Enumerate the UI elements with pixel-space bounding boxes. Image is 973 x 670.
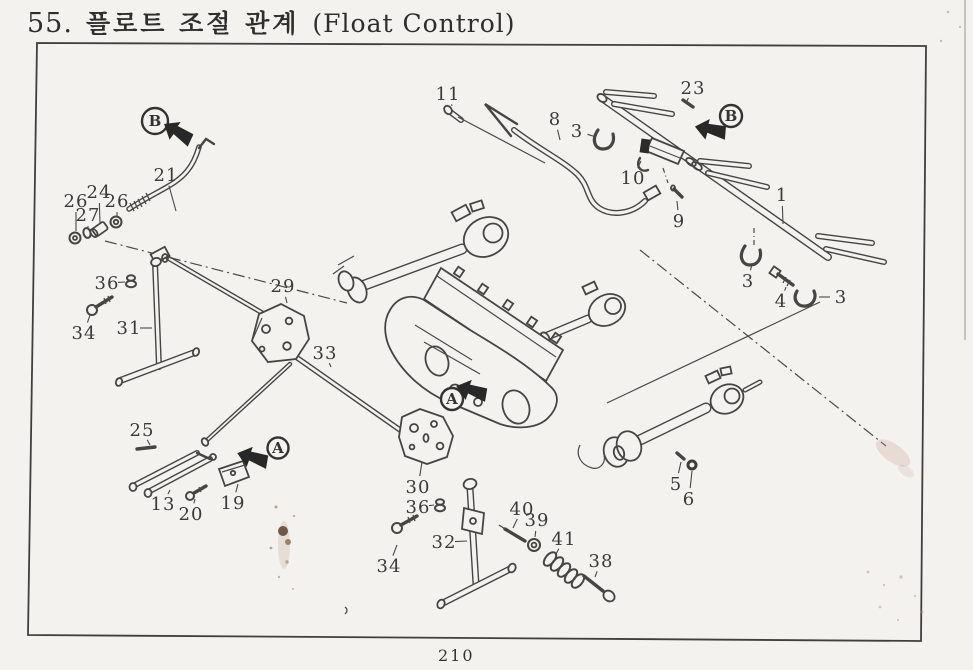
part-label: 41 [551,529,577,550]
part-leader [513,519,517,528]
detail-marker-letter: A [446,390,458,409]
part-label: 31 [116,318,142,339]
part-leader [558,130,560,140]
part-label: 26 [63,191,89,212]
part-label: 6 [682,489,696,510]
part-label: 1 [775,185,789,206]
part-label: 30 [405,477,431,498]
part-label: 33 [312,343,338,364]
part-label: 36 [94,273,120,294]
part-label: 8 [548,109,562,130]
part-label: 34 [376,556,402,577]
page-title-korean: 플로트 조절 관계 [85,9,300,38]
part-label: 13 [150,494,176,515]
part-leader [782,206,783,224]
part-label: 20 [178,504,204,525]
part-label: 3 [834,287,848,308]
detail-marker-letter: A [272,439,284,458]
part-label: 26 [104,191,130,212]
part-label: 25 [129,420,155,441]
part-label: 40 [509,499,535,520]
detail-marker-letter: B [148,112,162,131]
machine-drawing [70,0,966,614]
part-leader [690,471,692,488]
part-leader [194,499,195,503]
part-leader [87,315,90,323]
part-leader [535,531,536,537]
part-label: 32 [431,532,457,553]
part-label: 9 [672,211,686,232]
part-leader [455,541,467,542]
part-label: 34 [71,323,97,344]
part-label: 23 [680,78,706,99]
part-label: 5 [669,474,683,495]
part-leader [393,545,397,556]
part-label: 3 [570,121,584,142]
part-leader [236,484,238,492]
part-label: 36 [405,497,431,518]
part-label: 24 [86,182,112,203]
part-label: 27 [75,205,101,226]
part-label: 21 [153,165,179,186]
part-leader [678,462,681,473]
part-label: 39 [524,510,550,531]
part-leader [595,571,597,577]
part-leader [420,462,422,476]
section-number: 55. [27,8,73,39]
part-label: 4 [774,291,788,312]
part-label: 38 [588,551,614,572]
part-leader [677,201,678,210]
part-label: 29 [270,276,296,297]
part-leader [286,297,287,303]
part-label: 11 [435,84,461,105]
part-label: 19 [220,493,246,514]
part-label: 10 [620,168,646,189]
page-title-english: (Float Control) [312,9,516,38]
detail-marker-letter: B [724,107,738,126]
part-leader [169,186,176,211]
page-number: 210 [438,646,475,665]
part-label: 3 [741,271,755,292]
